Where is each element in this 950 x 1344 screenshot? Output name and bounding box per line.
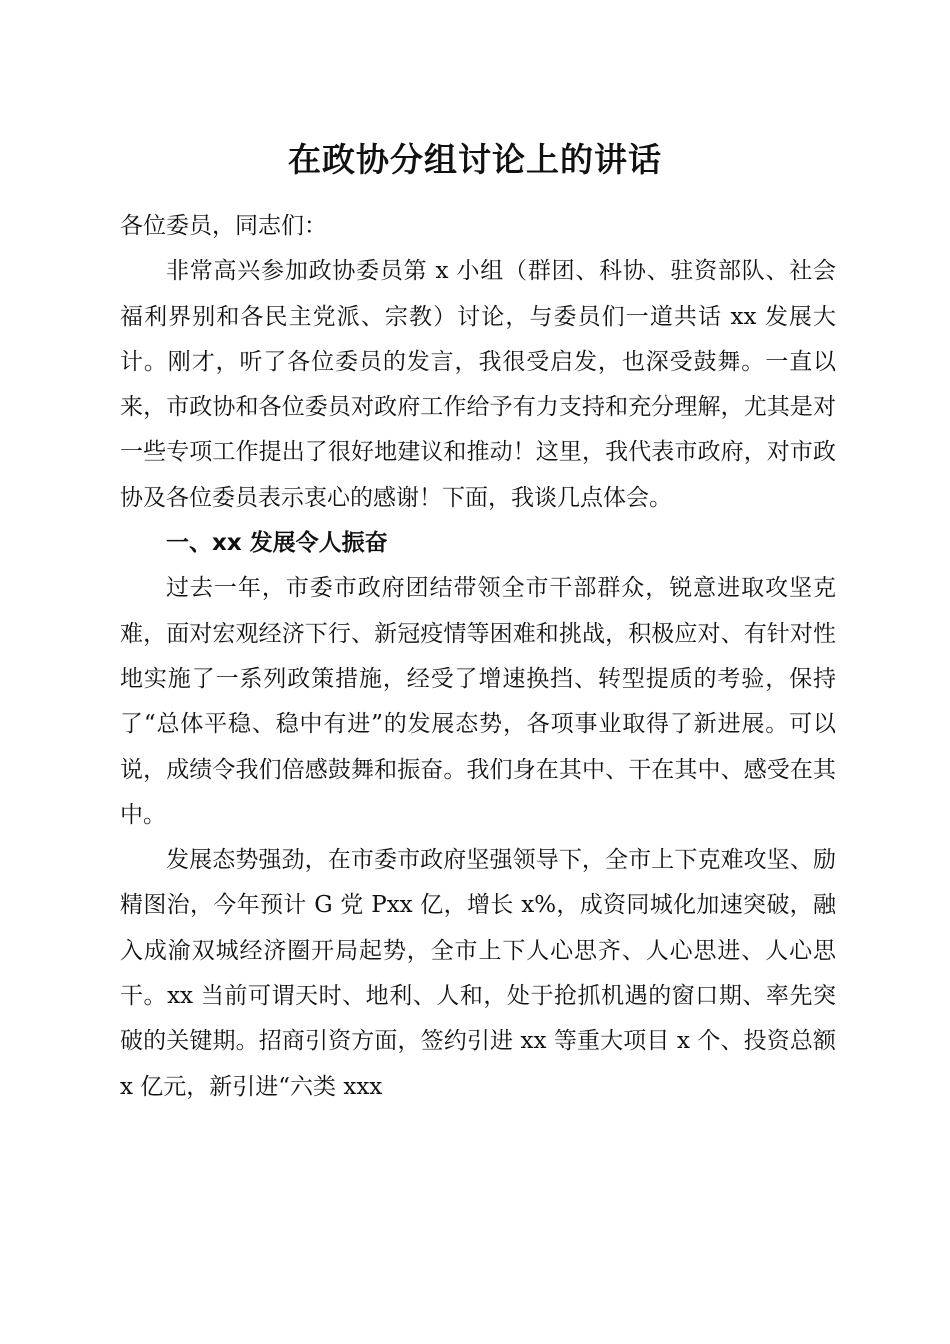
paragraph-development-momentum: 发展态势强劲，在市委市政府坚强领导下，全市上下克难攻坚、励精图治，今年预计 G 党 Pxx 亿，增长 x%，成资同城化加速突破，融入成渝双城经济圈开局起势，全市上下人心思齐、人心思进、人心思干。xx 当前可谓天时、地利、人和，处于抢抓机遇的窗口期、率先突破的关键期。招商引资方面，签约引进 xx 等重大项目 x 个、投资总额 x 亿元，新引进“六类 xxx [120,847,836,1100]
paragraph-opening: 非常高兴参加政协委员第 x 小组（群团、科协、驻资部队、社会福利界别和各民主党派、宗教）讨论，与委员们一道共话 xx 发展大计。刚才，听了各位委员的发言，我很受启发，也深受鼓舞。一直以来，市政协和各位委员对政府工作给予有力支持和充分理解，尤其是对一些专项工作提出了很好地建议和推动！这里，我代表市政府，对市政协及各位委员表示衷心的感谢！下面，我谈几点体会。 [120,258,836,511]
document-body [120,204,836,1110]
section-heading: 一、xx 发展令人振奋 [166,530,388,557]
paragraph-past-year: 过去一年，市委市政府团结带领全市干部群众，锐意进取攻坚克难，面对宏观经济下行、新冠疫情等困难和挑战，积极应对、有针对性地实施了一系列政策措施，经受了增速换挡、转型提质的考验，保持了“总体平稳、稳中有进”的发展态势，各项事业取得了新进展。可以说，成绩令我们倍感鼓舞和振奋。我们身在其中、干在其中、感受在其中。 [120,575,836,828]
salutation: 各位委员，同志们： [120,213,327,239]
document-title: 在政协分组讨论上的讲话 [288,140,662,179]
